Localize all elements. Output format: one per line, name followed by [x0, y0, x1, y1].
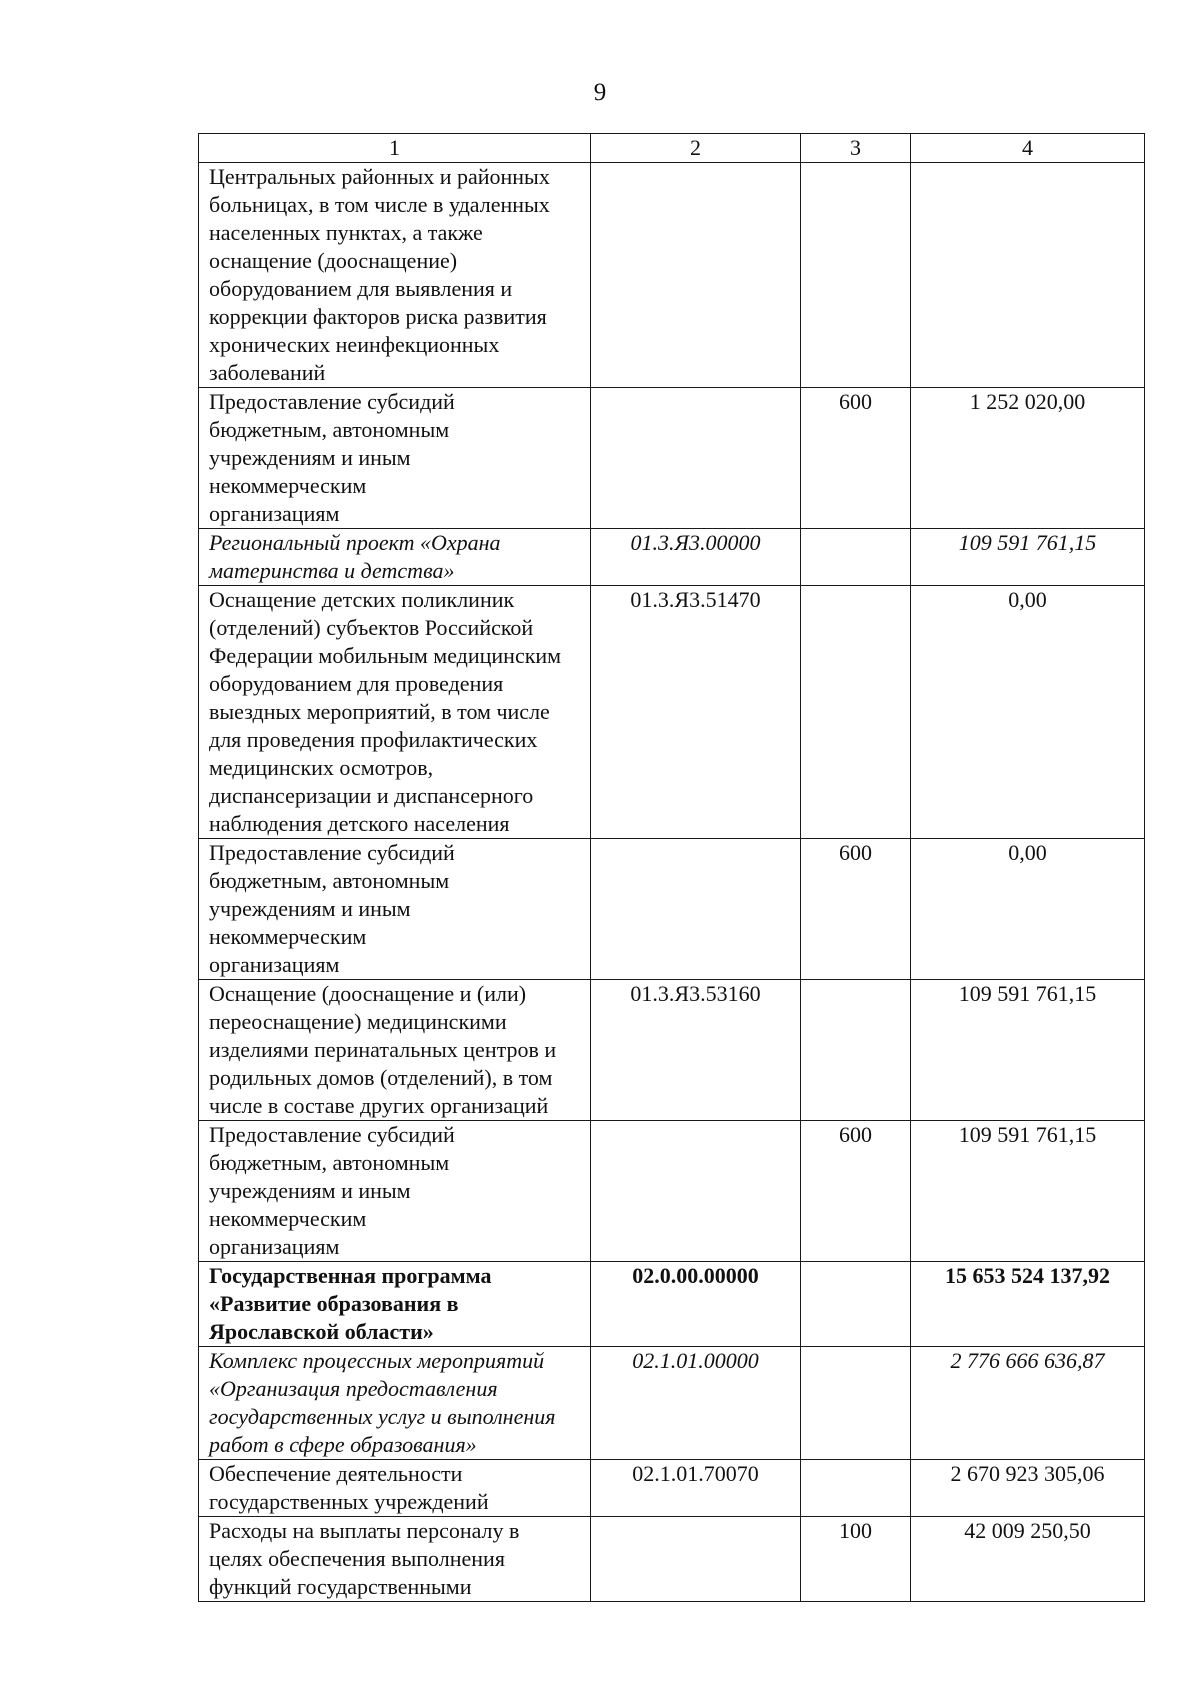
row-amount: 0,00 — [911, 586, 1145, 839]
row-name: Центральных районных и районных больницах, в том числе в удаленных населенных пунктах, а также оснащение (дооснащение) оборудованием для выявления и коррекции факторов риска развития хронических неинфекционных заболеваний — [199, 163, 591, 388]
row-code: 02.1.01.00000 — [591, 1347, 801, 1460]
row-name: Предоставление субсидий бюджетным, автономным учреждениям и иным некоммерческим организациям — [199, 1121, 591, 1262]
row-expense-type — [801, 1262, 911, 1347]
row-expense-type — [801, 1347, 911, 1460]
table-row — [199, 1262, 1145, 1347]
table-row — [199, 980, 1145, 1121]
row-expense-type: 600 — [801, 839, 911, 980]
row-code: 01.3.Я3.51470 — [591, 586, 801, 839]
row-name: Комплекс процессных мероприятий «Организация предоставления государственных услуг и выполнения работ в сфере образования» — [199, 1347, 591, 1460]
row-amount: 1 252 020,00 — [911, 388, 1145, 529]
row-amount: 109 591 761,15 — [911, 1121, 1145, 1262]
column-header-2: 2 — [591, 134, 801, 163]
row-code — [591, 388, 801, 529]
table-header-row — [199, 134, 1145, 163]
row-name: Предоставление субсидий бюджетным, автономным учреждениям и иным некоммерческим организациям — [199, 388, 591, 529]
row-expense-type — [801, 163, 911, 388]
row-expense-type: 100 — [801, 1517, 911, 1602]
table-row — [199, 1347, 1145, 1460]
table-row — [199, 839, 1145, 980]
row-name: Расходы на выплаты персоналу в целях обеспечения выполнения функций государственными — [199, 1517, 591, 1602]
row-expense-type — [801, 586, 911, 839]
row-name: Оснащение детских поликлиник (отделений) субъектов Российской Федерации мобильным медицинским оборудованием для проведения выездных мероприятий, в том числе для проведения профилактических медицинских осмотров, диспансеризации и диспансерного наблюдения детского населения — [199, 586, 591, 839]
row-amount — [911, 163, 1145, 388]
row-code: 01.3.Я3.53160 — [591, 980, 801, 1121]
row-amount: 2 670 923 305,06 — [911, 1460, 1145, 1517]
page-number: 9 — [593, 79, 607, 106]
table-row — [199, 1517, 1145, 1602]
row-code: 02.0.00.00000 — [591, 1262, 801, 1347]
row-expense-type — [801, 980, 911, 1121]
row-expense-type — [801, 529, 911, 586]
row-amount: 0,00 — [911, 839, 1145, 980]
table-row — [199, 1460, 1145, 1517]
row-name: Государственная программа «Развитие образования в Ярославской области» — [199, 1262, 591, 1347]
row-expense-type: 600 — [801, 388, 911, 529]
table-row — [199, 1121, 1145, 1262]
row-name: Оснащение (дооснащение и (или) переоснащение) медицинскими изделиями перинатальных центров и родильных домов (отделений), в том числе в составе других организаций — [199, 980, 591, 1121]
table-row — [199, 586, 1145, 839]
column-header-3: 3 — [801, 134, 911, 163]
row-amount: 15 653 524 137,92 — [911, 1262, 1145, 1347]
row-amount: 109 591 761,15 — [911, 529, 1145, 586]
table-row — [199, 388, 1145, 529]
row-expense-type: 600 — [801, 1121, 911, 1262]
row-name: Региональный проект «Охрана материнства и детства» — [199, 529, 591, 586]
row-amount: 42 009 250,50 — [911, 1517, 1145, 1602]
row-code — [591, 839, 801, 980]
row-expense-type — [801, 1460, 911, 1517]
row-code: 02.1.01.70070 — [591, 1460, 801, 1517]
row-name: Обеспечение деятельности государственных учреждений — [199, 1460, 591, 1517]
row-name: Предоставление субсидий бюджетным, автономным учреждениям и иным некоммерческим организациям — [199, 839, 591, 980]
row-code — [591, 1517, 801, 1602]
row-code — [591, 1121, 801, 1262]
row-amount: 109 591 761,15 — [911, 980, 1145, 1121]
column-header-4: 4 — [911, 134, 1145, 163]
row-code: 01.3.Я3.00000 — [591, 529, 801, 586]
row-amount: 2 776 666 636,87 — [911, 1347, 1145, 1460]
table-row — [199, 529, 1145, 586]
row-code — [591, 163, 801, 388]
table-row — [199, 163, 1145, 388]
column-header-1: 1 — [199, 134, 591, 163]
budget-table — [198, 133, 1145, 1602]
